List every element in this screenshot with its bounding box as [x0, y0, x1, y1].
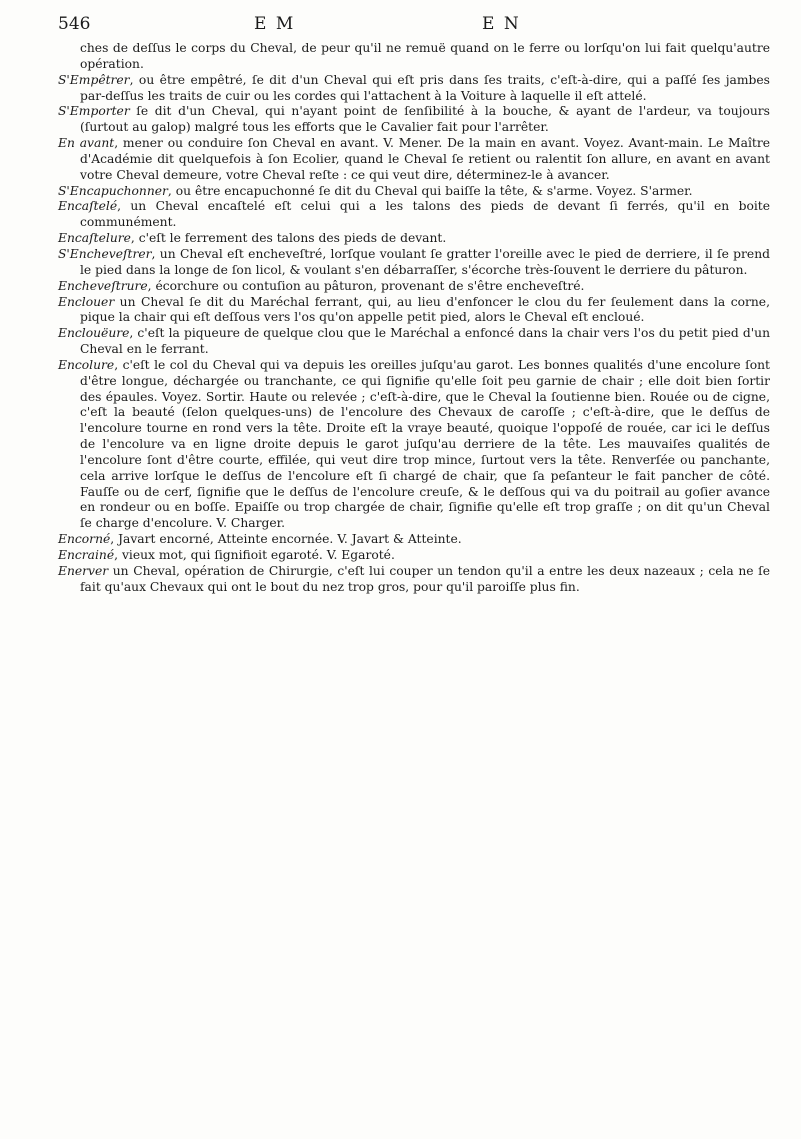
- entry-text: , ou être empêtré, ſe dit d'un Cheval qui eſt pris dans ſes traits, c'eſt-à-dire, qui a paſſé ſes jambes par-deſſus les traits de cuir ou les cordes qui l'attachent à la Voiture à laquelle il eſt attelé.: [80, 72, 770, 103]
- entry-term: S'Encapuchonner: [58, 183, 168, 198]
- entry-term: S'Empêtrer: [58, 72, 130, 87]
- dictionary-entry: [58, 564, 770, 596]
- entry-text: , c'eſt le col du Cheval qui va depuis les oreilles juſqu'au garot. Les bonnes qualités d'une encolure ſont d'être longue, déchargée ou tranchante, ce qui ſignifie qu'elle ſoit peu garnie de chair ; elle doit bien ſortir des épaules. Voyez. Sortir. Haute ou relevée ; c'eſt-à-dire, que le Cheval la ſoutienne bien. Rouée ou de cigne, c'eſt la beauté (ſelon quelques-uns) de l'encolure des Chevaux de caroſſe ; c'eſt-à-dire, que le deſſus de l'encolure tourne en rond vers la tête. Droite eſt la vraye beauté, quoique l'oppoſé de rouée, car ici le deſſus de l'encolure va en ligne droite depuis le garot juſqu'au derriere de la tête. Les mauvaiſes qualités de l'encolure ſont d'être courte, effilée, qui veut dire trop mince, ſurtout vers la tête. Renverſée ou panchante, cela arrive lorſque le deſſus de l'encolure eſt ſi chargé de chair, que ſa peſanteur le fait pancher de côté. Fauſſe ou de cerf, ſignifie que le deſſus de l'encolure creuſe, & le deſſous qui va du poitrail au goſier avance en rondeur ou en boſſe. Epaiſſe ou trop chargée de chair, ſignifie qu'elle eſt trop graſſe ; on dit qu'un Cheval ſe charge d'encolure. V. Charger.: [80, 357, 770, 531]
- dictionary-entry: [58, 326, 770, 358]
- dictionary-entry: [58, 279, 770, 295]
- dictionary-entry: [58, 184, 770, 200]
- dictionary-entry: [58, 136, 770, 184]
- entry-term: Enclouëure: [58, 326, 130, 341]
- entry-term: Encorné: [58, 532, 111, 547]
- entry-text: ches de deſſus le corps du Cheval, de peur qu'il ne remuë quand on le ferre ou lorſqu'on lui fait quelqu'autre opération.: [80, 41, 770, 71]
- entry-text: un Cheval ſe dit du Maréchal ferrant, qui, au lieu d'enfoncer le clou du fer ſeulement dans la corne, pique la chair qui eſt deſſous vers l'os qu'on appelle petit pied, alors le Cheval eſt encloué.: [80, 294, 770, 325]
- entry-text: un Cheval, opération de Chirurgie, c'eſt lui couper un tendon qu'il a entre les deux nazeaux ; cela ne ſe fait qu'aux Chevaux qui ont le bout du nez trop gros, pour qu'il paroiſſe plus fin.: [80, 563, 770, 594]
- entry-text: , un Cheval encaſtelé eſt celui qui a les talons des pieds de devant ſi ferrés, qu'il en boite communément.: [80, 199, 770, 230]
- entry-term: En avant: [58, 136, 115, 151]
- entry-text: , c'eſt le ferrement des talons des pieds de devant.: [130, 231, 447, 246]
- entry-text: , un Cheval eſt encheveſtré, lorſque voulant ſe gratter l'oreille avec le pied de derriere, il ſe prend le pied dans la longe de ſon licol, & voulant s'en débarraſſer, s'écorche très-ſouvent le derriere du pâturon.: [80, 246, 770, 277]
- entry-term: Enclouer: [58, 294, 115, 309]
- entry-term: S'Encheveſtrer: [58, 246, 152, 261]
- entry-text: , vieux mot, qui ſignifioit egaroté. V. Egaroté.: [114, 548, 395, 562]
- running-head-left: E M: [254, 14, 296, 34]
- entry-term: Encaſtelé: [58, 199, 118, 214]
- entry-text: ſe dit d'un Cheval, qui n'ayant point de ſenſibilité à la bouche, & ayant de l'ardeur, va toujours (ſurtout au galop) malgré tous les efforts que le Cavalier fait pour l'arrêter.: [80, 104, 770, 135]
- dictionary-entry: [58, 231, 770, 247]
- entry-term: S'Emporter: [58, 104, 130, 119]
- entry-text: , c'eſt la piqueure de quelque clou que le Maréchal a enfoncé dans la chair vers l'os du petit pied d'un Cheval en le ferrant.: [80, 326, 770, 357]
- page-number: 546: [58, 14, 91, 34]
- dictionary-entry: [58, 247, 770, 279]
- entry-text: , Javart encorné, Atteinte encornée. V. Javart & Atteinte.: [110, 532, 462, 547]
- entry-text: , ou être encapuchonné ſe dit du Cheval qui baiſſe la tête, & s'arme. Voyez. S'armer.: [167, 183, 693, 198]
- dictionary-entry: [58, 73, 770, 105]
- dictionary-entry: [58, 532, 770, 548]
- entry-term: Encheveſtrure: [58, 278, 148, 293]
- dictionary-entry: [58, 548, 770, 564]
- dictionary-entry: [58, 199, 770, 231]
- entry-term: Encaſtelure: [58, 231, 131, 246]
- dictionary-entry: [58, 41, 770, 73]
- entry-text: , écorchure ou contuſion au pâturon, provenant de s'être encheveſtré.: [147, 278, 585, 293]
- dictionary-entry: [58, 358, 770, 532]
- entry-term: Encolure: [58, 357, 115, 372]
- entry-term: Enerver: [58, 563, 109, 578]
- dictionary-entry: [58, 104, 770, 136]
- entry-text: , mener ou conduire ſon Cheval en avant. V. Mener. De la main en avant. Voyez. Avant-main. Le Maître d'Académie dit quelquefois à ſon Ecolier, quand le Cheval ſe retient ou ralentit ſon allure, en avant en avant votre Cheval demeure, votre Cheval reſte : ce qui veut dire, déterminez-le à avancer.: [80, 136, 771, 182]
- running-head: [58, 14, 761, 40]
- entry-list: [58, 41, 770, 596]
- entry-term: Encrainé: [58, 548, 115, 562]
- running-head-right: E N: [482, 14, 521, 34]
- dictionary-entry: [58, 295, 770, 327]
